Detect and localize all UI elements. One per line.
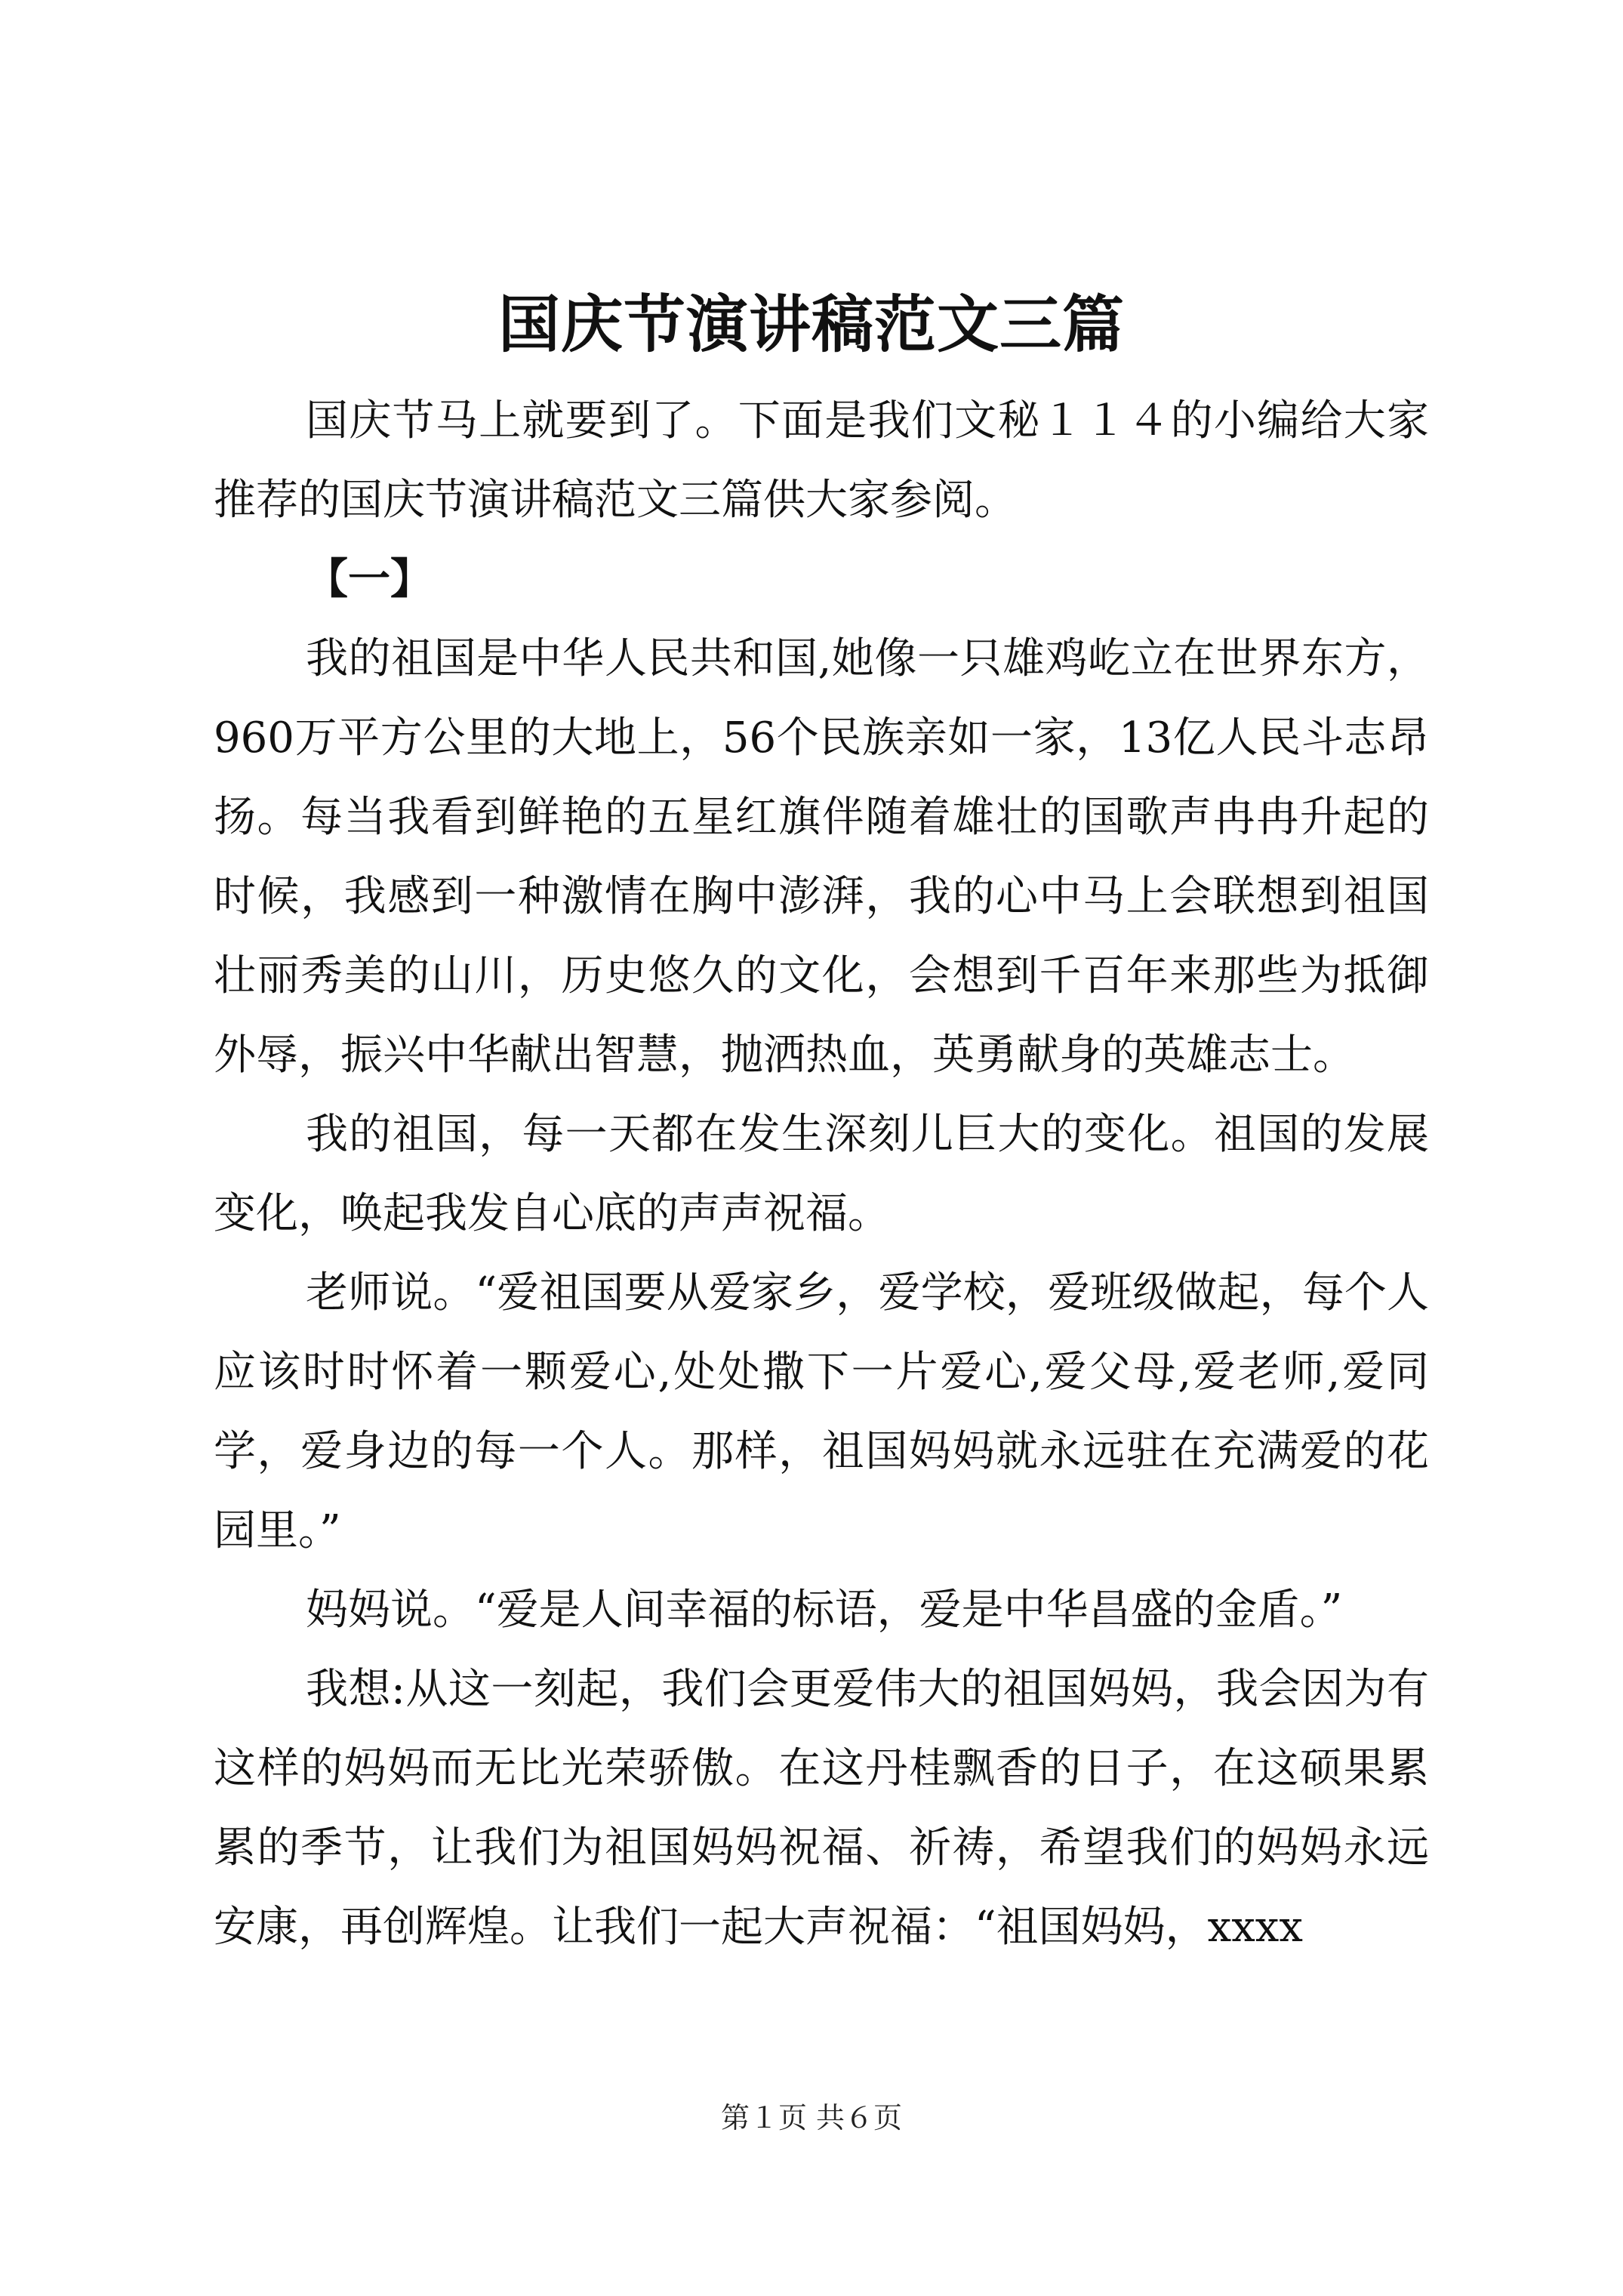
body-paragraph: 老师说。“爱祖国要从爱家乡，爱学校，爱班级做起，每个人应该时时怀着一颗爱心,处处撒下一片爱心,爱父母,爱老师,爱同学，爱身边的每一个人。那样，祖国妈妈就永远驻在充满爱的花园里。” xyxy=(214,1268,1429,1555)
body-paragraph: 妈妈说。“爱是人间幸福的标语，爱是中华昌盛的金盾。” xyxy=(306,1586,1343,1635)
body-paragraph: 我的祖国是中华人民共和国,她像一只雄鸡屹立在世界东方，960万平方公里的大地上，56个民族亲如一家，13亿人民斗志昂扬。每当我看到鲜艳的五星红旗伴随着雄壮的国歌声冉冉升起的时候，我感到一种激情在胸中澎湃，我的心中马上会联想到祖国壮丽秀美的山川，历史悠久的文化，会想到千百年来那些为抵御外辱，振兴中华献出智慧，抛洒热血，英勇献身的英雄志士。 xyxy=(214,634,1429,1080)
page-number-footer: 第１页 共６页 xyxy=(720,2101,903,2134)
page-title: 国庆节演讲稿范文三篇 xyxy=(497,288,1125,361)
body-paragraph: 我的祖国，每一天都在发生深刻儿巨大的变化。祖国的发展变化，唤起我发自心底的声声祝福。 xyxy=(214,1110,1429,1238)
document-body xyxy=(214,381,1429,1967)
intro-paragraph: 国庆节马上就要到了。下面是我们文秘１１４的小编给大家推荐的国庆节演讲稿范文三篇供大家参阅。 xyxy=(214,396,1429,525)
body-paragraph: 我想:从这一刻起，我们会更爱伟大的祖国妈妈，我会因为有这样的妈妈而无比光荣骄傲。在这丹桂飘香的日子，在这硕果累累的季节，让我们为祖国妈妈祝福、祈祷，希望我们的妈妈永远安康，再创辉煌。让我们一起大声祝福：“祖国妈妈，xxxx xyxy=(214,1665,1429,1952)
section-heading: 【一】 xyxy=(306,554,433,604)
